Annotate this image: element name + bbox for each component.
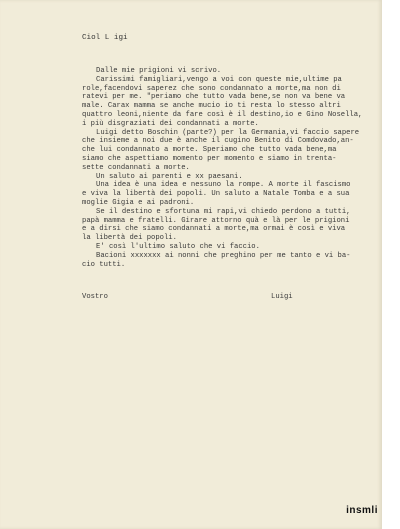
letter-line: quattro leoni,niente da fare così è il destino,io e Gino Nosella, <box>82 110 363 119</box>
letter-body <box>82 67 362 269</box>
letter-line: Dalle mie prigioni vi scrivo. <box>96 67 222 75</box>
letter-line: moglie Gigia e ai padroni. <box>82 198 195 207</box>
letter-line: Un saluto ai parenti e xx paesani. <box>96 172 243 181</box>
letter-closing: Vostro <box>82 293 108 301</box>
letter-salutation: Ciol L igi <box>82 34 128 42</box>
letter-line: cio tutti. <box>82 260 126 269</box>
page-margin <box>382 0 400 529</box>
letter-line: la libertà dei popoli. <box>82 234 177 243</box>
letter-line: Carissimi famigliari,vengo a voi con queste mie,ultime pa <box>96 75 342 84</box>
letter-line: che insieme a noi due è anche il cugino Benito di Comdovado,an- <box>82 137 354 146</box>
letter-signature: Luigi <box>271 293 293 301</box>
letter-line: papà mamma e fratelli. Girare attorno quà e là per le prigioni <box>82 216 350 225</box>
letter-line: Bacioni xxxxxxx ai nonni che preghino per me tanto e vi ba- <box>96 251 351 260</box>
letter-line: Luigi detto Boschin (parte?) per la Germania,vi faccio sapere <box>96 128 360 137</box>
letter-line: E' così l'ultimo saluto che vi faccio. <box>96 242 260 251</box>
letter-line: i più disgraziati dei condannati a morte. <box>82 119 259 128</box>
watermark-logo: insmli <box>346 505 378 516</box>
letter-line: e a dirsi che siamo condannati a morte,ma ormai è così e viva <box>82 225 346 234</box>
letter-line: siamo che aspettiamo momento per momento e siamo in trenta- <box>82 154 337 163</box>
letter-line: che lui condannato a morte. Speriamo che tutto vada bene,ma <box>82 146 337 155</box>
letter-line: male. Carax mamma se anche mucio io ti resta lo stesso altri <box>82 102 341 111</box>
letter-line: Una idea è una idea e nessuno la rompe. A morte il fascismo <box>96 181 351 190</box>
letter-line: Se il destino e sfortuna mi rapi,vi chiedo perdono a tutti, <box>96 207 351 216</box>
letter-line: ratevi per me. "periamo che tutto vada bene,se non va bene va <box>82 93 346 102</box>
letter-line: role,facendovi saperez che sono condannato a morte,ma non di <box>82 84 341 93</box>
letter-line: e viva la libertà dei popoli. Un saluto a Natale Tomba e a sua <box>82 190 350 199</box>
letter-line: sette condannati a morte. <box>82 163 190 172</box>
